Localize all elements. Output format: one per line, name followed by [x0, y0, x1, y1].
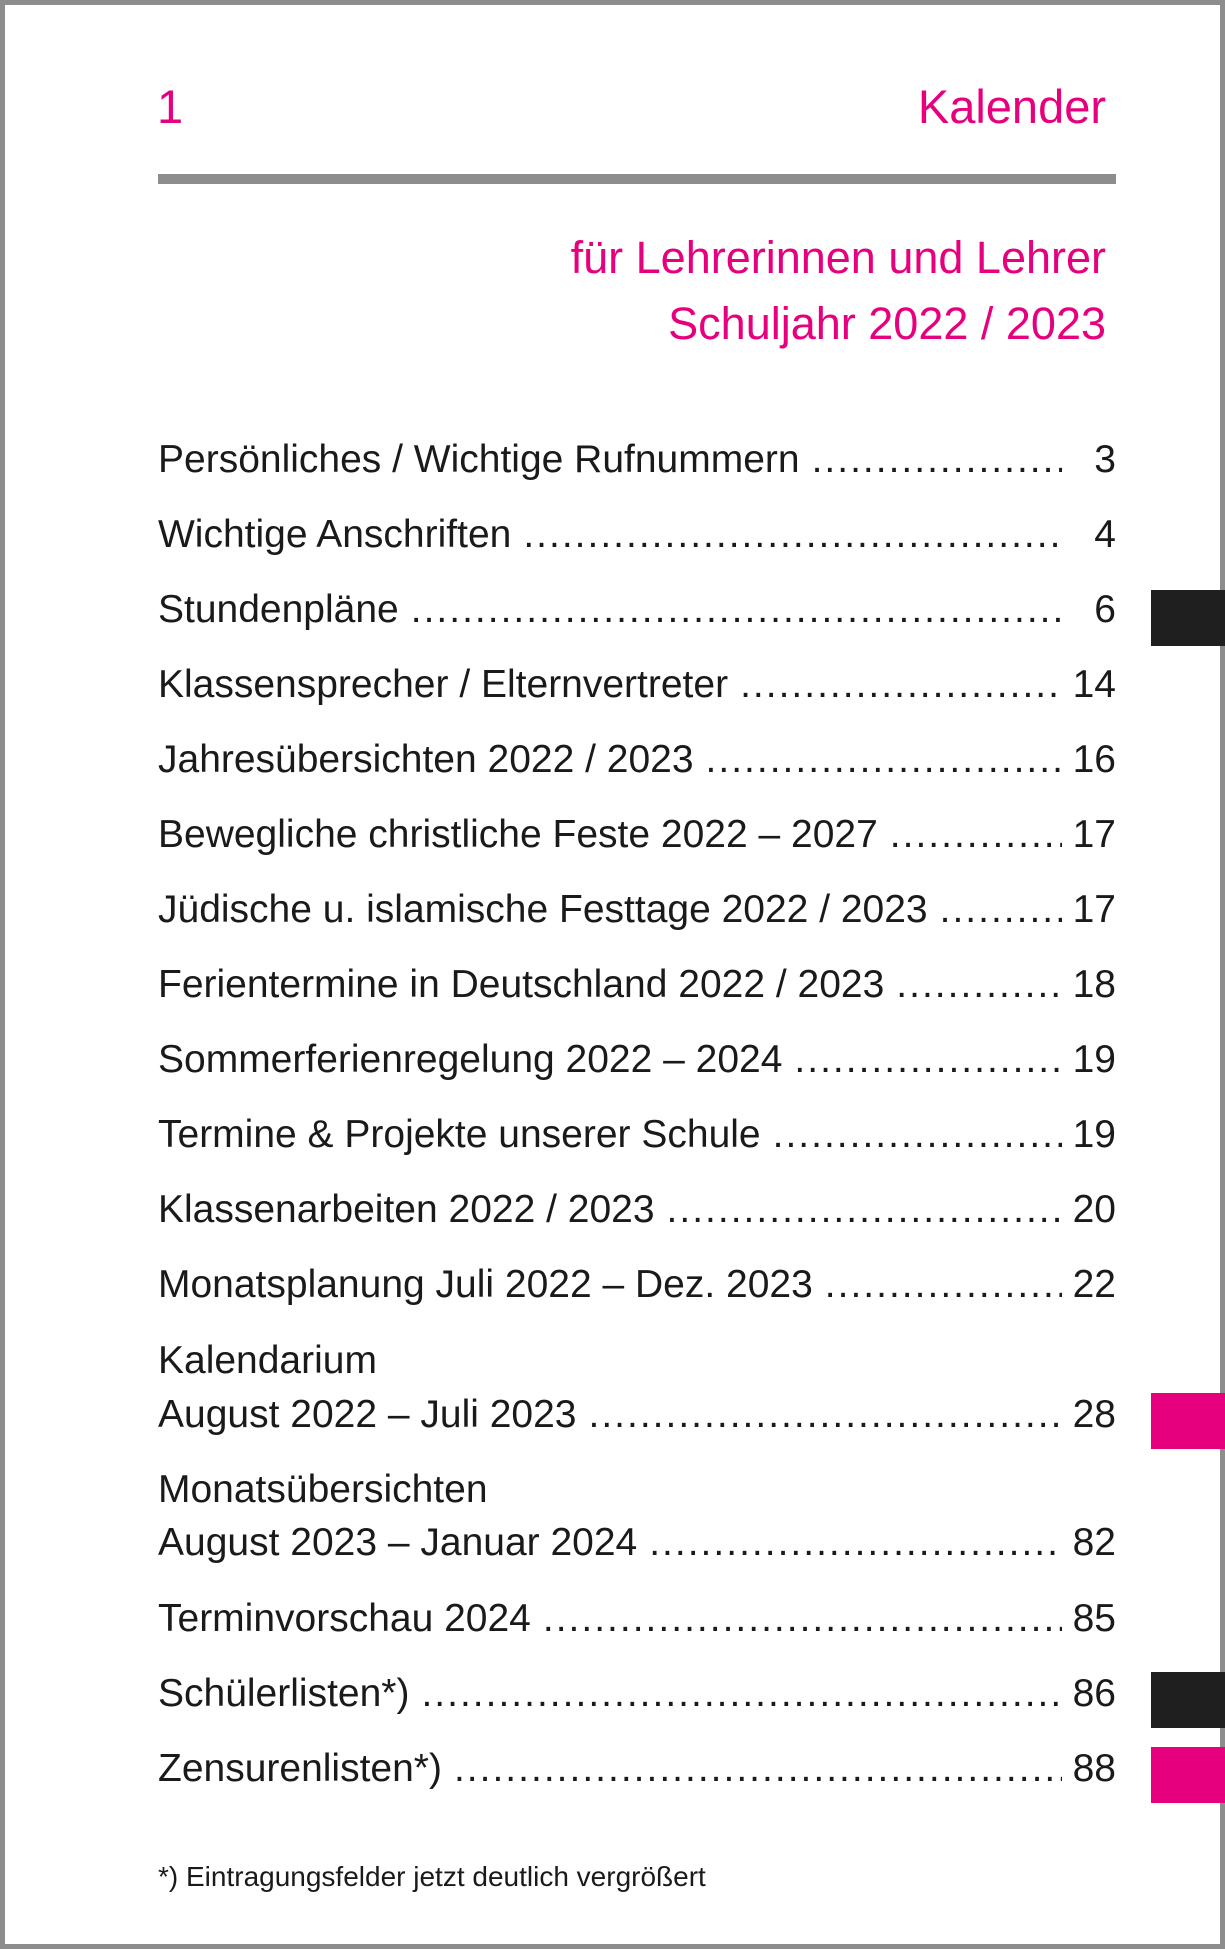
toc-entry-page: 82 [1072, 1521, 1116, 1564]
toc-entry-label: Terminvorschau 2024 [158, 1597, 531, 1640]
subtitle-line-2: Schuljahr 2022 / 2023 [668, 298, 1106, 349]
toc-leader-dots [421, 1674, 1062, 1713]
toc-entry-page: 16 [1072, 738, 1116, 781]
toc-entry-page: 86 [1072, 1672, 1116, 1715]
toc-leader-dots [649, 1523, 1062, 1562]
header-rule [158, 174, 1116, 184]
toc-entry[interactable] [158, 740, 1116, 786]
toc-entry-label: Termine & Projekte unserer Schule [158, 1113, 761, 1156]
thumb-index-tab-black [1151, 590, 1225, 646]
toc-entry-label: August 2023 – Januar 2024 [158, 1521, 638, 1564]
toc-entry[interactable] [158, 1599, 1116, 1645]
toc-entry-label: Klassensprecher / Elternvertreter [158, 663, 729, 706]
toc-leader-dots [411, 590, 1062, 629]
toc-entry-page: 88 [1072, 1747, 1116, 1790]
toc-entry-label: Stundenpläne [158, 588, 399, 631]
toc-leader-dots [543, 1599, 1062, 1638]
toc-entry[interactable] [158, 1749, 1116, 1795]
toc-entry[interactable] [158, 1523, 1116, 1569]
toc-entry[interactable] [158, 965, 1116, 1011]
toc-entry[interactable] [158, 1265, 1116, 1311]
toc-entry-label: Klassenarbeiten 2022 / 2023 [158, 1188, 655, 1231]
toc-entry-label: Jüdische u. islamische Festtage 2022 / 2023 [158, 888, 928, 931]
toc-leader-dots [812, 440, 1062, 479]
toc-leader-dots [523, 515, 1062, 554]
toc-entry-label: Monatsplanung Juli 2022 – Dez. 2023 [158, 1263, 813, 1306]
toc-leader-dots [706, 740, 1062, 779]
toc-leader-dots [890, 815, 1062, 854]
toc-entry-page: 4 [1094, 513, 1116, 556]
toc-leader-dots [740, 665, 1062, 704]
toc-entry-label: Bewegliche christliche Feste 2022 – 2027 [158, 813, 878, 856]
toc-entry[interactable] [158, 815, 1116, 861]
toc-entry-label: Wichtige Anschriften [158, 513, 512, 556]
toc-entry-page: 20 [1072, 1188, 1116, 1231]
toc-entry[interactable] [158, 440, 1116, 486]
thumb-index-tab-pink [1151, 1747, 1225, 1803]
toc-entry[interactable] [158, 1115, 1116, 1161]
toc-entry[interactable] [158, 1190, 1116, 1236]
toc-entry-page: 28 [1072, 1393, 1116, 1436]
toc-entry-label: Jahresübersichten 2022 / 2023 [158, 738, 694, 781]
toc-leader-dots [589, 1395, 1063, 1434]
toc-leader-dots [794, 1040, 1062, 1079]
toc-entry-label: Ferientermine in Deutschland 2022 / 2023 [158, 963, 885, 1006]
toc-entry-label: Sommerferienregelung 2022 – 2024 [158, 1038, 783, 1081]
toc-entry-page: 6 [1094, 588, 1116, 631]
footnote: *) Eintragungsfelder jetzt deutlich vergrößert [158, 1861, 706, 1892]
toc-entry-page: 22 [1072, 1263, 1116, 1306]
chapter-title: Kalender [917, 80, 1106, 133]
toc-leader-dots [773, 1115, 1062, 1154]
toc-entry-page: 17 [1072, 813, 1116, 856]
toc-entry-heading: Kalendarium [158, 1339, 377, 1382]
chapter-number: 1 [157, 80, 184, 133]
toc-leader-dots [940, 890, 1062, 929]
subtitle-line-1: für Lehrerinnen und Lehrer [570, 232, 1106, 283]
toc-entry[interactable] [158, 665, 1116, 711]
toc-entry-heading: Monatsübersichten [158, 1468, 488, 1511]
toc-entry-label: Persönliches / Wichtige Rufnummern [158, 438, 800, 481]
thumb-index-tab-black [1151, 1672, 1225, 1728]
toc-entry[interactable] [158, 1395, 1116, 1441]
toc-entry-page: 18 [1072, 963, 1116, 1006]
toc-entry[interactable] [158, 515, 1116, 561]
toc-entry-page: 19 [1072, 1038, 1116, 1081]
toc-entry-page: 85 [1072, 1597, 1116, 1640]
subtitle [571, 225, 1106, 357]
toc-entry-page: 14 [1072, 663, 1116, 706]
toc-entry-label: Schülerlisten*) [158, 1672, 410, 1715]
toc-entry-label: Zensurenlisten*) [158, 1747, 442, 1790]
toc-entry-page: 19 [1072, 1113, 1116, 1156]
toc-entry[interactable] [158, 890, 1116, 936]
toc-entry-label: August 2022 – Juli 2023 [158, 1393, 577, 1436]
toc-leader-dots [825, 1265, 1062, 1304]
toc-entry-page: 17 [1072, 888, 1116, 931]
toc-entry[interactable] [158, 1040, 1116, 1086]
toc-entry[interactable] [158, 1674, 1116, 1720]
toc-leader-dots [454, 1749, 1062, 1788]
toc-leader-dots [896, 965, 1062, 1004]
toc-entry[interactable] [158, 590, 1116, 636]
thumb-index-tab-pink [1151, 1393, 1225, 1449]
toc-leader-dots [667, 1190, 1062, 1229]
toc-entry-page: 3 [1094, 438, 1116, 481]
